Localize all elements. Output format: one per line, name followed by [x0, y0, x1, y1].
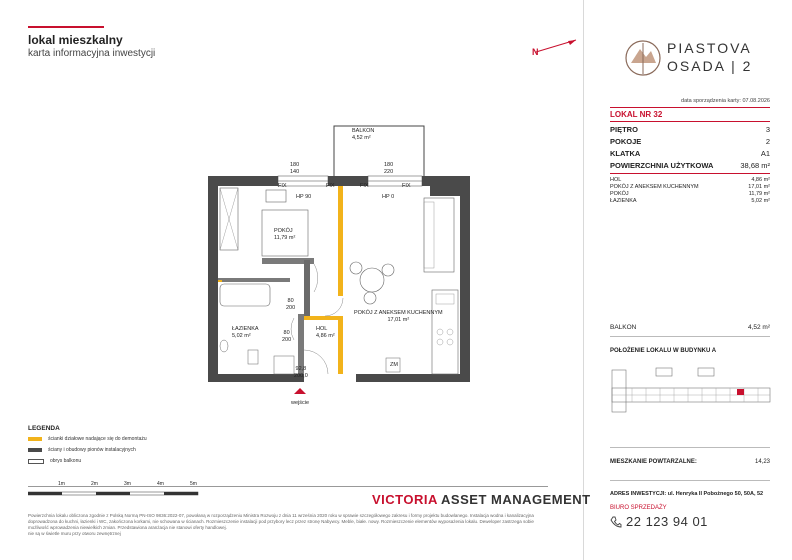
plan-sink-label: ZM — [390, 362, 398, 368]
rooms-label: POKOJE — [610, 137, 642, 146]
plan-window-1 — [290, 162, 299, 175]
plan-door-2-height: 200 — [282, 336, 292, 343]
plan-hol-label: HOL — [316, 326, 328, 332]
room-value: 17,01 m² — [748, 184, 770, 190]
room-row — [610, 184, 770, 190]
page-subtitle: karta informacyjna inwestycji — [28, 48, 156, 59]
plan-door-1 — [286, 298, 295, 311]
plan-fix-2: FIX — [326, 183, 335, 189]
footnote-text: Powierzchnia lokalu obliczona zgodnie z Polską Normą PN-ISO 9836:2022-07, powołaną w rozporządzeniu Ministra Rozwoju z dnia 11 września 2020 roku w sprawie szczegółowego zakresu i formy projektu budowlanego. Instalacja wodna i kanalizacyjna doprowadzona do kuchni, łazienki i WC, zakończona korkami, nie schowana w ścianach. Rozmieszczenie instalacji pod przybory lecz przez stronę Nabywcy. Meble, białe. nowy. Rozmieszczenie elementów wyposażenia lokalu. Deweloper zastrzega sobie możliwość wprowadzenia niewielkich zmian. Przedstawiona aranżacja nie stanowi oferty handlowej. — [28, 513, 534, 531]
svg-text:N: N — [532, 47, 539, 57]
footnote — [28, 513, 548, 537]
unit-highlight — [737, 389, 744, 395]
plan-window-2-width: 180 — [384, 162, 394, 168]
balcony-value: 4,52 m² — [747, 324, 770, 331]
header-accent-line — [28, 26, 104, 28]
card-date: data sporządzenia karty: 07.08.2026 — [681, 98, 770, 104]
plan-pokoj-label: POKÓJ — [274, 228, 293, 234]
room-value: 11,79 m² — [748, 191, 770, 197]
staircase-row — [610, 149, 770, 158]
repeat-value: 14,23 — [754, 459, 770, 465]
legend-item — [28, 458, 81, 464]
floor-label: PIĘTRO — [610, 125, 638, 134]
position-title: POŁOŻENIE LOKALU W BUDYNKU A — [610, 348, 717, 354]
area-value: 38,68 m² — [740, 161, 770, 170]
rooms-value: 2 — [765, 137, 770, 146]
piastova-logo-icon — [624, 39, 662, 77]
sales-office-label: BIURO SPRZEDAŻY — [610, 505, 667, 511]
repeat-row — [610, 459, 770, 465]
legend-item-text: obrys balkonu — [50, 458, 82, 464]
scale-label: 1m — [58, 481, 65, 487]
plan-pokoj-area: 11,79 m² — [274, 234, 296, 241]
legend-swatch-yellow — [28, 437, 42, 441]
room-value: 4,86 m² — [751, 177, 770, 183]
floor-plan — [200, 118, 480, 398]
company-name-dark: ASSET MANAGEMENT — [441, 492, 591, 507]
plan-aneks — [354, 310, 443, 323]
balcony-divider — [610, 336, 770, 337]
page-title: lokal mieszkalny — [28, 33, 123, 47]
plan-window-2 — [384, 162, 393, 175]
plan-fix-3: FIX — [360, 183, 369, 189]
plan-window-1-height: 140 — [290, 168, 300, 175]
plan-door-2 — [282, 330, 291, 343]
plan-balkon-area: 4,52 m² — [352, 134, 371, 141]
rooms-row — [610, 137, 770, 146]
legend-item-text: ścianki działowe nadające się do demontażu — [48, 436, 147, 442]
room-label: HOL — [610, 177, 622, 183]
plan-door-3-width: 92,8 — [295, 366, 307, 372]
plan-entrance-label: wejście — [291, 400, 310, 406]
plan-hol-area: 4,86 m² — [316, 332, 335, 339]
balcony-outline — [334, 126, 424, 180]
floor-value: 3 — [765, 125, 770, 134]
brand-line-2: OSADA | 2 — [667, 58, 753, 74]
plan-aneks-label: POKÓJ Z ANEKSEM KUCHENNYM — [354, 310, 443, 316]
repeat-divider — [610, 447, 770, 448]
building-position-plan — [606, 362, 774, 422]
floor-row — [610, 125, 770, 134]
legend-item — [28, 447, 136, 453]
plan-window-2-height: 220 — [384, 168, 394, 175]
brand-line-1: PIASTOVA — [667, 40, 752, 56]
plan-door-1-height: 200 — [286, 304, 296, 311]
panel-divider — [583, 0, 584, 560]
unit-divider — [610, 121, 770, 122]
plan-hp90: HP 90 — [296, 194, 312, 200]
room-row — [610, 198, 770, 204]
company-name — [372, 492, 591, 507]
area-row — [610, 161, 770, 170]
room-row — [610, 177, 770, 183]
balcony-row — [610, 324, 770, 331]
plan-pokoj — [274, 228, 295, 241]
repeat-label: MIESZKANIE POWTARZALNE: — [610, 459, 697, 465]
scale-bar — [28, 490, 208, 498]
plan-balkon-label: BALKON — [352, 128, 375, 134]
company-name-red: VICTORIA — [372, 492, 438, 507]
legend-swatch-outline — [28, 459, 44, 464]
entrance-arrow-icon — [294, 388, 306, 394]
area-label: POWIERZCHNIA UŻYTKOWA — [610, 161, 714, 170]
plan-fix-1: FIX — [278, 183, 287, 189]
scale-label: 3m — [124, 481, 131, 487]
scale-label: 4m — [157, 481, 164, 487]
plan-window-1-width: 180 — [290, 162, 300, 168]
balcony-label: BALKON — [610, 324, 637, 331]
address-divider — [610, 480, 770, 481]
plan-lazienka-label: ŁAZIENKA — [232, 326, 259, 332]
staircase-label: KLATKA — [610, 149, 641, 158]
room-label: ŁAZIENKA — [610, 198, 637, 204]
plan-hp0: HP 0 — [382, 194, 395, 200]
scale-label: 2m — [91, 481, 98, 487]
plan-door-3-height: 200,0 — [294, 372, 308, 379]
plan-lazienka-area: 5,02 m² — [232, 332, 251, 339]
unit-divider-top — [610, 107, 770, 108]
footnote-text-2: nie są w świetle muru przy otworu zewnętrznej — [28, 531, 121, 537]
plan-aneks-area: 17,01 m² — [387, 316, 410, 323]
room-row — [610, 191, 770, 197]
staircase-value: A1 — [760, 149, 770, 158]
plan-balkon — [352, 128, 374, 141]
scale-label: 5m — [190, 481, 197, 487]
phone-icon — [610, 516, 622, 528]
room-label: POKÓJ Z ANEKSEM KUCHENNYM — [610, 184, 699, 190]
plan-hol — [316, 326, 335, 339]
room-label: POKÓJ — [610, 191, 629, 197]
investment-address: ADRES INWESTYCJI: ul. Henryka II Pobożnego 50, 50A, 52 — [610, 491, 764, 497]
rooms-divider — [610, 173, 770, 174]
legend-title: LEGENDA — [28, 425, 60, 432]
sales-phone[interactable]: 22 123 94 01 — [626, 514, 708, 529]
plan-door-2-width: 80 — [283, 330, 290, 336]
unit-number: LOKAL NR 32 — [610, 110, 663, 119]
legend-swatch-dark — [28, 448, 42, 452]
plan-door-3 — [294, 366, 308, 379]
legend-item-text: ściany i obudowy pionów instalacyjnych — [48, 447, 136, 453]
plan-fix-4: FIX — [402, 183, 411, 189]
room-value: 5,02 m² — [751, 198, 770, 204]
plan-door-1-width: 80 — [287, 298, 294, 304]
plan-lazienka — [232, 326, 259, 339]
legend-item — [28, 436, 147, 442]
north-arrow-icon — [528, 36, 580, 58]
scale-line — [28, 486, 548, 487]
